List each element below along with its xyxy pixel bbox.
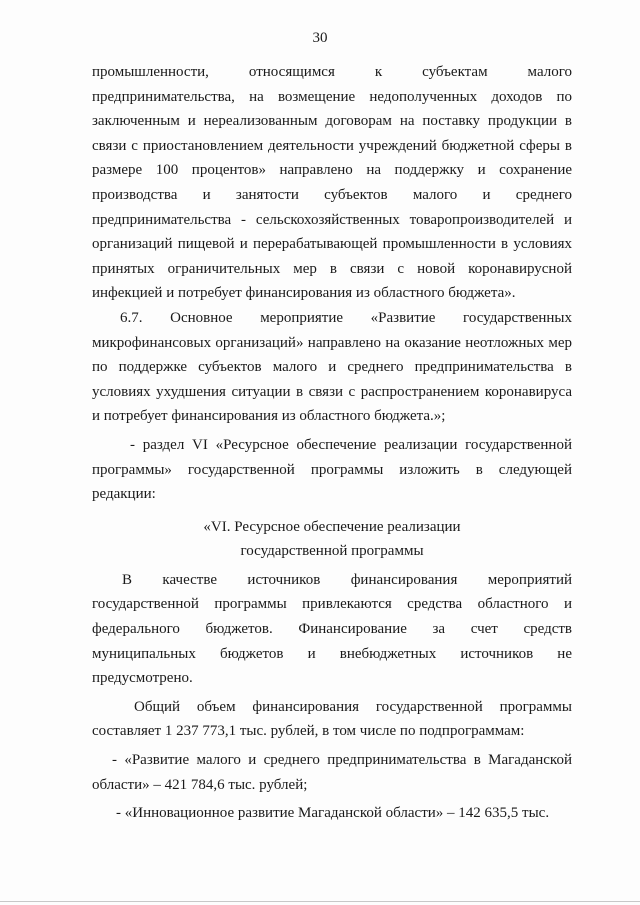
text-line: предпринимательства, на возмещение недополученных доходов по xyxy=(92,88,572,105)
text-line: государственной программы привлекаются средства областного и xyxy=(92,596,572,613)
text-line: принятых ограничительных мер в связи с новой коронавирусной xyxy=(92,260,572,277)
text-line: области» – 421 784,6 тыс. рублей; xyxy=(92,776,308,793)
text-line: условиях ухудшения ситуации в связи с распространением коронавируса xyxy=(92,383,572,400)
page-number: 30 xyxy=(312,30,328,46)
text-line: предпринимательства - сельскохозяйственных товаропроизводителей и xyxy=(92,211,572,228)
text-line: - «Развитие малого и среднего предпринимательства в Магаданской xyxy=(112,752,572,769)
text-line: муниципальных бюджетов и внебюджетных источников не xyxy=(92,645,572,662)
text-line: организаций пищевой и перерабатывающей промышленности в условиях xyxy=(92,236,572,253)
text-line: и потребует финансирования из областного бюджета.»; xyxy=(92,408,446,425)
text-line: размере 100 процентов» направлено на поддержку и сохранение xyxy=(92,162,572,179)
text-line: - «Инновационное развитие Магаданской области» – 142 635,5 тыс. xyxy=(116,805,550,822)
section-heading: государственной программы xyxy=(240,543,424,560)
text-line: связи с приостановлением деятельности учреждений бюджетной сферы в xyxy=(92,137,572,154)
text-line: инфекцией и потребует финансирования из областного бюджета». xyxy=(92,285,516,302)
document-body xyxy=(92,60,572,826)
section-heading: «VI. Ресурсное обеспечение реализации xyxy=(203,518,461,535)
text-line: заключенным и нереализованным договорам на поставку продукции в xyxy=(92,113,572,130)
text-line: федерального бюджетов. Финансирование за счет средств xyxy=(92,621,572,638)
text-line: микрофинансовых организаций» направлено на оказание неотложных мер xyxy=(92,334,572,351)
text-line: Общий объем финансирования государственной программы xyxy=(134,698,572,715)
text-line: программы» государственной программы изложить в следующей xyxy=(92,461,572,478)
page-bottom-rule xyxy=(0,901,640,902)
text-line: редакции: xyxy=(92,486,156,503)
text-line: 6.7. Основное мероприятие «Развитие государственных xyxy=(120,309,572,326)
text-line: В качестве источников финансирования мероприятий xyxy=(122,571,572,588)
text-line: составляет 1 237 773,1 тыс. рублей, в том числе по подпрограммам: xyxy=(92,723,525,740)
text-line: промышленности, относящимся к субъектам малого xyxy=(92,64,572,80)
text-line: - раздел VI «Ресурсное обеспечение реализации государственной xyxy=(130,436,572,453)
text-line: по поддержке субъектов малого и среднего предпринимательства в xyxy=(92,359,572,376)
text-line: предусмотрено. xyxy=(92,670,193,687)
text-line: производства и занятости субъектов малого и среднего xyxy=(92,186,572,203)
